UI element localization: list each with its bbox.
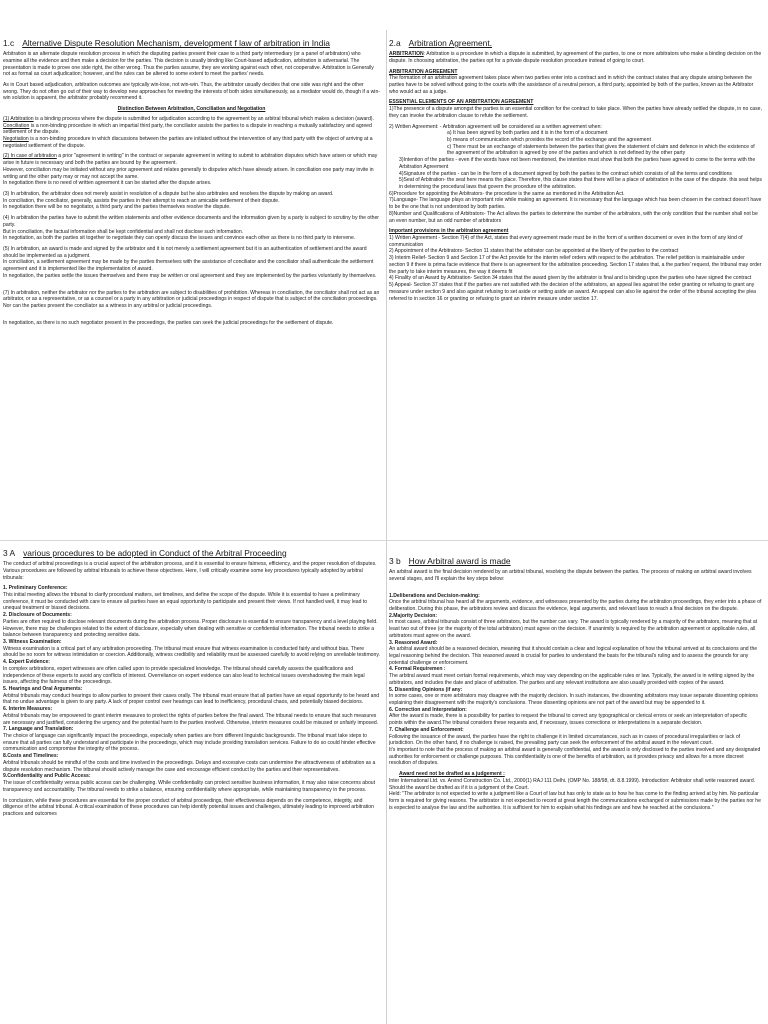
paragraph: In conclusion, while these procedures are essential for the proper conduct of arbitral proceedings, their effectiveness depends on the competence, integrity, and diligence of the arbitral tribunal. A critical examination of these procedures can help identify potential issues and challenges, ultimately leading to improved arbitration practices and outcomes	[3, 797, 374, 817]
paragraph: Witness examination is a critical part of any arbitration proceeding. The tribunal must ensure that witness examination is conducted fairly and without bias. There should be no room for witness intimidation or coercion. Additionally, witness credibility and reliability must be assessed carefully to avoid relying on unreliable testimony.	[3, 645, 380, 659]
term: Negotiation	[3, 135, 29, 142]
section-title: various procedures to be adopted in Conduct of the Arbitral Proceeding	[23, 548, 287, 558]
horizontal-divider	[0, 540, 768, 541]
term-text: is a binding process where the dispute is submitted for adjudication according to the agreement by an arbitral tribunal which makes a decision (award).	[35, 115, 374, 122]
section-title: How Arbitral award is made	[408, 556, 511, 566]
term-text: : Arbitration is a procedure in which a dispute is submitted, by agreement of the parties, to one or more arbitrators who make a binding decision on the dispute. In choosing arbitration, the parties opt for a private dispute resolution procedure instead of going to court.	[389, 51, 762, 64]
section-heading	[389, 556, 762, 566]
paragraph	[3, 136, 380, 149]
section-title: Arbitration Agreement.	[408, 38, 492, 48]
item-heading: 1. Preliminary Conference:	[3, 585, 68, 592]
paragraph: In some cases, one or more arbitrators may disagree with the majority decision. In such instances, the dissenting arbitrators may issue separate dissenting opinions explaining their disagreement with the majority's conclusions. These dissenting opinions are not part of the award but may be appended to it.	[389, 693, 758, 707]
section-number: 1.c	[3, 38, 15, 48]
list-item: 8)Number and Qualifications of Arbitrators- The Act allows the parties to determine the number of the arbitrators, with the only condition that the number shall not be an even number, but an odd number of arbitrators	[389, 210, 758, 224]
paragraph: But in conciliation, the factual information shall be kept confidential and shall not disclose such information.	[3, 228, 244, 235]
list-item: 2) Appointment of the Arbitrators- Section 11 states that the arbitrator can be appointed at the liberty of the parties to the contract	[389, 248, 679, 255]
item-heading: 1.Deliberations and Decision-making:	[389, 592, 480, 599]
paragraph: (7) In arbitration, neither the arbitrator nor the parties to the arbitration are subject to disabilities of prohibition. Whereas in conciliation, the conciliator shall not act as an arbitrator, or as a representative, or as a counsel or a party in any arbitration or judicial proceedings in respect of dispute that is subject of the conciliation proceedings. Nor can the parties present the conciliator as a witness in any arbitral or judicial proceedings.	[3, 289, 380, 310]
paragraph: An arbitral award is the final decision rendered by an arbitral tribunal, resolving the dispute between the parties. The process of making an arbitral award involves several stages, and I'll explain the key steps below:	[389, 569, 752, 582]
section-number: 3 b	[389, 556, 401, 566]
item-heading: 5. Hearings and Oral Arguments:	[3, 686, 83, 693]
list-item: 1) Written Agreement - Section 7(4) of the Act, states that every agreement made must be in the form of a written document or even in the form of any kind of communication	[389, 235, 743, 248]
paragraph	[3, 123, 380, 136]
item-heading: 5. Dissenting Opinions (if any:	[389, 686, 463, 693]
list-item: 3) Interim Relief- Section 9 and Section 17 of the Act provide for the interim relief orders with respect to the arbitration. The relief petition is maintainable under section 9 if there is prima facie evidence that there is an agreement for the arbitration proceeding. Section 17 states that, a the parties' request, the tribunal may order the party to take interim measures, the way it deems fit	[389, 255, 762, 275]
section-3a-arbitral-proceeding	[0, 548, 386, 1024]
paragraph: Parties are often required to disclose relevant documents during the arbitration process. Proper disclosure is essential to ensure transparency and a level playing field. However, there may be challenges related to the extent of disclosure, especially when dealing with sensitive or confidential information. The tribunal needs to strike a balance between transparency and protecting sensitive data.	[3, 618, 378, 639]
paragraph: In conciliation, a settlement agreement may be made by the parties themselves with the assistance of conciliator and the conciliator shall authenticate the settlement agreement and it is implemented like the implementation of award.	[3, 259, 374, 273]
paragraph: 1)The presence of a dispute amongst the parties is an essential condition for the contract to take place. When the parties have already settled the dispute, in no case, they can invoke the arbitration clause to refute the settlement.	[389, 106, 762, 119]
paragraph: In negotiation, as both the parties sit together to negotiate they can openly discuss the issues and convince each other as there is no third party to intervene.	[3, 235, 356, 242]
paragraph: In negotiation there is no need of written agreement it can be started after the dispute arises.	[3, 180, 212, 187]
item-heading: 4. Expert Evidence:	[3, 659, 50, 666]
paragraph	[389, 51, 762, 64]
paragraph	[3, 116, 380, 123]
section-number: 2.a	[389, 38, 401, 48]
item-heading: 6. Correction and Interpretation:	[389, 706, 467, 713]
paragraph: The issue of confidentiality versus public access can be challenging. While confidentiality can protect sensitive business information, it may also raise concerns about transparency and accountability. The tribunal needs to strike a balance, ensuring confidentiality where appropriate, while maintaining transparency in the process.	[3, 780, 376, 793]
item-heading: 6. Interim Measures:	[3, 706, 53, 713]
section-heading	[3, 38, 380, 48]
paragraph: An arbitral award should be a reasoned decision, meaning that it should contain a clear and logical explanation of how the tribunal arrived at its conclusions and the legal reasoning behind the decision. This reasoned award is crucial for parties to understand the basis for the tribunal's ruling and to assess the grounds for any potential challenge or enforcement.	[389, 646, 758, 666]
paragraph: It's important to note that the process of making an arbitral award is generally confidential, and the award is only disclosed to the parties involved and any designated authorities for enforcement or challenge purposes. This confidentiality is one of the benefits of arbitration, as it provides privacy and allows for a more discreet resolution of disputes.	[389, 747, 761, 767]
paragraph: In most cases, arbitral tribunals consist of three arbitrators, but the number can vary. The award is typically rendered by a majority of the arbitrators, meaning that at least two out of three (or the majority of the total arbitrators) must agree on the decision. If unanimity is required by the arbitration agreement or applicable rules, all arbitrators must agree on the award.	[389, 619, 758, 639]
list-item: 6)Procedure for appointing the Arbitrators- the procedure is the same as mentioned in the Arbitration Act.	[389, 190, 625, 197]
term: Conciliation	[3, 122, 30, 129]
term: ARBITRATION	[389, 51, 424, 58]
paragraph: Arbitral tribunals may be empowered to grant interim measures to protect the rights of parties before the final award. The tribunal needs to ensure that such measures are necessary and justified, considering the urgency and the potential harm to the parties involved. Otherwise, interim measures could be misused or unfairly imposed.	[3, 712, 379, 726]
list-item: 4) Finality of an Award by Arbitration- Section 34 states that the award given by the arbitrator is final and is binding upon the parties who have signed the contract	[389, 275, 752, 282]
paragraph: In negotiation, the parties settle the issues themselves and there may be written or oral agreement and they are implemented by the parties voluntarily by themselves.	[3, 272, 377, 279]
subheading: Distinction Between Arbitration, Conciliation and Negotiation	[117, 106, 266, 113]
paragraph: This initial meeting allows the tribunal to clarify procedural matters, set timelines, and define the scope of the dispute. While it is essential to have a preliminary conference, it must be conducted with care to ensure all parties have an equal opportunity to participate and present their views. If not handled well, it may lead to unequal treatment or biased decisions.	[3, 591, 368, 612]
paragraph: The choice of language can significantly impact the proceedings, especially when parties are from different linguistic backgrounds. The tribunal must take steps to ensure that all parties can fully understand and participate in the proceedings, which may include providing translation services. Failure to do so could hinder effective communication and compromise the integrity of the process.	[3, 733, 376, 753]
item-heading: 9.Confidentiality and Public Access:	[3, 773, 91, 780]
section-heading	[389, 38, 762, 48]
subheading: ARBITRATION AGREEMENT	[389, 68, 458, 75]
paragraph: (3) In arbitration, the arbitrator does not merely assist in resolution of a dispute but he also arbitrates and resolves the dispute by making an award.	[3, 191, 334, 198]
item-heading: 3. Witness Examination:	[3, 638, 62, 645]
paragraph: Held: "The arbitrator is not expected to write a judgment like a Court of law but has only to state as to how he has come to the finding arrived at by him. No particular form is required for giving reasons. The arbitrator is not expected to record at great length the communications exchanged or submissions made by the parties nor he is expected to analyse the law and the authorities. It is sufficient for him to explain what his findings are and how he reached at the conclusions."	[389, 791, 761, 811]
term-text: is a non-binding procedure in which an impartial third party, the conciliator assists the parties to a dispute in reaching a mutually satisfactory and agreed settlement of the dispute.	[3, 122, 372, 136]
list-item: 4)Signature of the parties - can be in the form of a document signed by both the parties to the contract which consists of all the terms and conditions	[399, 170, 732, 177]
list-item: 5)Seat of Arbitration- the seat here means the place. Therefore, this clause states that there will be a place of arbitration in the case of the dispute. this seat helps in determining the procedural laws that govern the procedure of the arbitration.	[399, 177, 762, 191]
list-item: b) means of communication which provides the record of the exchange and the agreement	[447, 136, 651, 143]
paragraph: Inter International Ltd. vs. Arvind Construction Co. Ltd., 2000(1) RAJ 111 Delhi. (OMP No. 188/98, dt. 8.8.1999). Introduction: Arbitrator shall write reasoned award. Should the award be drafted as if it is a judgment of the Court.	[389, 777, 756, 791]
section-heading	[3, 548, 380, 558]
item-heading: 7. Challenge and Enforcement:	[389, 726, 464, 733]
item-heading: 2.Majority Decision:	[389, 612, 438, 619]
list-item: 5) Appeal- Section 37 states that if the parties are not satisfied with the decision of the arbitrators, an appeal lies against the order granting or refusing to grant any measure under section 9 and also against refusing to set aside or setting aside an award. An appeal can also lie against the order of the tribunal accepting the plea referred to in section 16 or granting or refusing to grant an interim measure under section 17.	[389, 282, 756, 302]
item-heading: 2. Disclosure of Documents:	[3, 612, 72, 619]
paragraph: In negotiation there will be no negotiator, a third party and the parties themselves resolve the dispute.	[3, 204, 231, 211]
item-heading: 4. Formal Requiremen :	[389, 666, 446, 673]
term: (1) Arbitration	[3, 115, 34, 122]
term: (2) In case of arbitration	[3, 153, 57, 160]
paragraph: In conciliation, the conciliator, generally, assists the parties in their attempt to reach an amicable settlement of their dispute.	[3, 197, 280, 204]
paragraph: (5) In arbitration, an award is made and signed by the arbitrator and it is not merely a settlement agreement but it is an authentication of settlement and the award should be implemented as a judgment.	[3, 246, 367, 259]
paragraph: In negotiation, as there is no such negotiator present in the proceedings, the parties can seek the judicial proceedings for the settlement of dispute.	[3, 319, 334, 326]
section-title: Alternative Dispute Resolution Mechanism, development f law of arbitration in India	[22, 38, 330, 48]
paragraph: The arbitral award must meet certain formal requirements, which may vary depending on the applicable rules or law. Typically, the award is in writing signed by the arbitrators, and includes the date and place of arbitration. The parties and any relevant institutions are also usually provided with copies of the award.	[389, 673, 755, 686]
item-heading: 7. Language and Translation:	[3, 726, 74, 733]
list-item: 7)Language- The language plays an important role while making an agreement. It is necessary that the language which has been chosen in the contract doesn't have to be the one that is not understood by both parties.	[389, 197, 762, 211]
paragraph: Arbitral tribunals may conduct hearings to allow parties to present their cases orally. The tribunal must ensure that all parties have an equal opportunity to be heard and that no undue advantage is given to any party. A lack of proper control over hearings can lead to inefficiency, procedural chaos, and potentially biased decisions.	[3, 692, 380, 706]
list-item: a) It has been signed by both parties and it is in the form of a document	[447, 130, 608, 137]
paragraph: As in Court based adjudication, arbitration outcomes are typically win-lose, not win-win. Thus, the arbitrator usually decides that one side was right and the other wrong. They do not often go out of their way to develop new approaches for meeting the interests of both sides simultaneously, as a mediator would do, though if a win-win solution is apparent, the arbitrator probably recommend it.	[3, 81, 380, 102]
subheading: ESSENTIAL ELEMENTS OF AN ARBITRATION AGREEMENT	[389, 99, 534, 106]
term-text: is a non-binding procedure in which discussions between the parties are initiated without the intervention of any third party with the object of arriving at a negotiated settlement of the dispute.	[3, 135, 373, 149]
item-heading: Award need not be drafted as a judgement :	[399, 771, 505, 778]
paragraph: Once the arbitral tribunal has heard all the arguments, evidence, and witnesses presented by the parties during the arbitration proceedings, they enter into a phase of deliberation. During this phase, the arbitrators review and discuss the evidence, legal arguments, and relevant laws to reach a final decision on the dispute.	[389, 599, 762, 612]
subheading: Important provisions in the arbitration agreement	[389, 228, 509, 235]
paragraph: In complex arbitrations, expert witnesses are often called upon to provide specialized knowledge. The tribunal should carefully assess the qualifications and independence of these experts to avoid any conflicts of interest. Overreliance on expert evidence can also lead to technical issues overshadowing the main legal issues, affecting the fairness of the proceedings.	[3, 665, 365, 686]
paragraph: Following the issuance of the award, the parties have the right to challenge it in limited circumstances, such as in cases of procedural irregularities or lack of jurisdiction. On the other hand, if no challenge is raised, the prevailing party can seek the enforcement of the arbitral award in the relevant court.	[389, 733, 741, 747]
list-item: c) There must be an exchange of statements between the parties that gives the statement of claim and defence in which the existence of the agreement of the arbitration is agreed by one of the parties and which is not defined by the other party	[447, 143, 755, 157]
paragraph: 2) Written Agreement: - Arbitration agreement will be considered as a written agreement when:	[389, 123, 602, 130]
section-1c-adr	[0, 36, 386, 534]
paragraph: After the award is made, there is a possibility for parties to request the tribunal to correct any typographical or clerical errors or seek an interpretation of specific points within the award.The tribunal considers these requests and, if necessary, issues corrections or interpretations in a separate decision.	[389, 713, 748, 727]
item-heading: 3. Reasoned Award:	[389, 639, 438, 646]
paragraph: However, conciliation may be initiated without any prior agreement and relates generally to disputes which have already arisen. In conciliation one party may invite in writing and the other party may or may not accept the same.	[3, 166, 374, 180]
section-number: 3 A	[3, 548, 16, 558]
item-heading: 8.Costs and Timelines:	[3, 753, 59, 760]
paragraph: The formation of an arbitration agreement takes place when two parties enter into a contract and in which the contract states that any dispute arising between the parties have to be solved without going to the courts with the assistance of a neutral person, a third party, appointed by both of the parties, known as the Arbitrator who would act as a judge.	[389, 75, 754, 95]
term-text: a prior "agreement in writing" in the contract or separate agreement in writing to submit to arbitration disputes which have arisen or which may arise in future is necessary and both the parties are bound by the agreement.	[3, 153, 378, 167]
list-item: 3)Intention of the parties - even if the words have not been mentioned, the intention must show that both the parties have agreed to come to the terms with the Arbitration Agreement	[399, 157, 756, 170]
section-3b-arbitral-award	[387, 556, 768, 1024]
paragraph	[3, 153, 380, 166]
paragraph: Arbitration is an alternate dispute resolution process in which the disputing parties present their case to a third party intermediary (or a panel of arbitrators) who examine all the evidence and then make a decision for the parties. This decision is usually binding like Court-based adjudication, arbitration is adversarial. The presentation is made to prove one side right, the other wrong. Thus the parties assume, they are working against each other, not cooperative. Arbitration is Generally not as formal as court adjudication; however, and the rules can be altered to some extent to meet the parties' needs.	[3, 51, 374, 78]
paragraph: (4) In arbitration the parties have to submit the written statements and other evidence documents and the information given by a party is subject to scrutiny by the other party.	[3, 215, 380, 228]
paragraph: The conduct of arbitral proceedings is a crucial aspect of the arbitration process, and it is essential to ensure fairness, efficiency, and the proper resolution of disputes. Various procedures are followed by arbitral tribunals to achieve these objectives. Here, I will critically examine some key procedures typically adopted by arbitral tribunals:	[3, 561, 377, 581]
paragraph: Arbitral tribunals should be mindful of the costs and time involved in the proceedings. Delays and excessive costs can undermine the attractiveness of arbitration as a dispute resolution mechanism. The tribunal should actively manage the case and encourage efficient conduct by the parties and their representatives.	[3, 759, 376, 773]
section-2a-arbitration-agreement	[387, 36, 768, 534]
